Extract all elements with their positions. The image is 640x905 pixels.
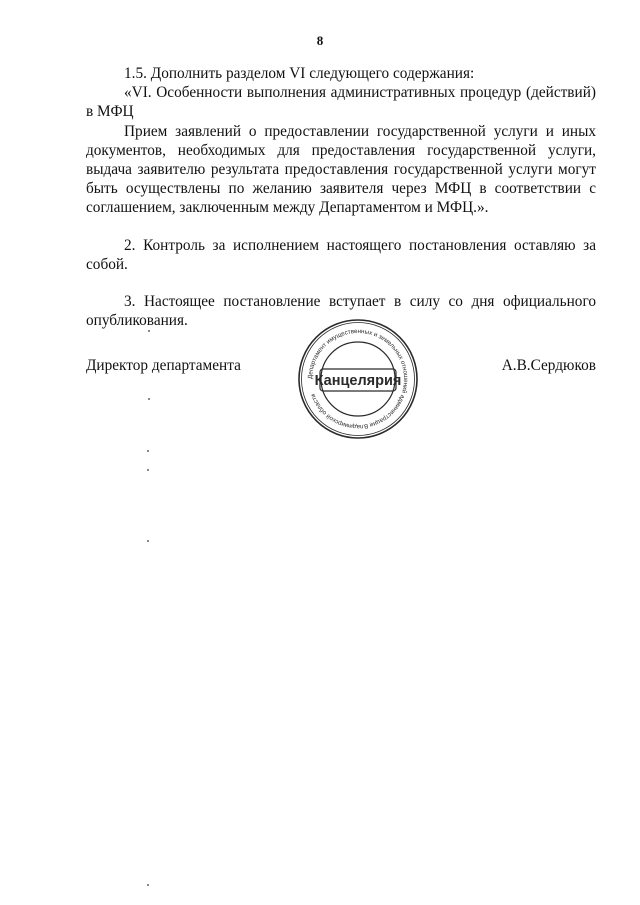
signatory-position: Директор департамента	[86, 357, 241, 374]
office-stamp	[296, 317, 420, 441]
stamp-center-text: Канцелярия	[314, 373, 402, 389]
stamp-ring-path: Департамент имущественных и земельных отношений администрации Владимирской области	[306, 327, 410, 431]
document-body	[86, 64, 596, 330]
scan-speck	[148, 330, 150, 332]
signatory-name: А.В.Сердюков	[501, 357, 596, 374]
scan-speck	[148, 398, 150, 400]
scan-speck	[147, 450, 149, 452]
paragraph-2: 2. Контроль за исполнением настоящего постановления оставляю за собой.	[86, 236, 596, 273]
paragraph-section-vi-title: «VI. Особенности выполнения административных процедур (действий) в МФЦ	[86, 84, 596, 121]
scan-speck	[147, 540, 149, 542]
paragraph-1-5: 1.5. Дополнить разделом VI следующего содержания:	[124, 65, 475, 82]
scan-speck	[147, 884, 149, 886]
scan-speck	[147, 469, 149, 471]
paragraph-3: 3. Настоящее постановление вступает в силу со дня официального опубликования.	[86, 293, 596, 330]
paragraph-section-vi-body: Прием заявлений о предоставлении государственной услуги и иных документов, необходимых для предоставления государственной услуги, выдача заявителю результата предоставления государственной услуги могут быть осуществлены по желанию заявителя через МФЦ в соответствии с соглашением, заключенным между Департаментом и МФЦ.».	[86, 122, 596, 217]
page-number: 8	[316, 33, 324, 48]
